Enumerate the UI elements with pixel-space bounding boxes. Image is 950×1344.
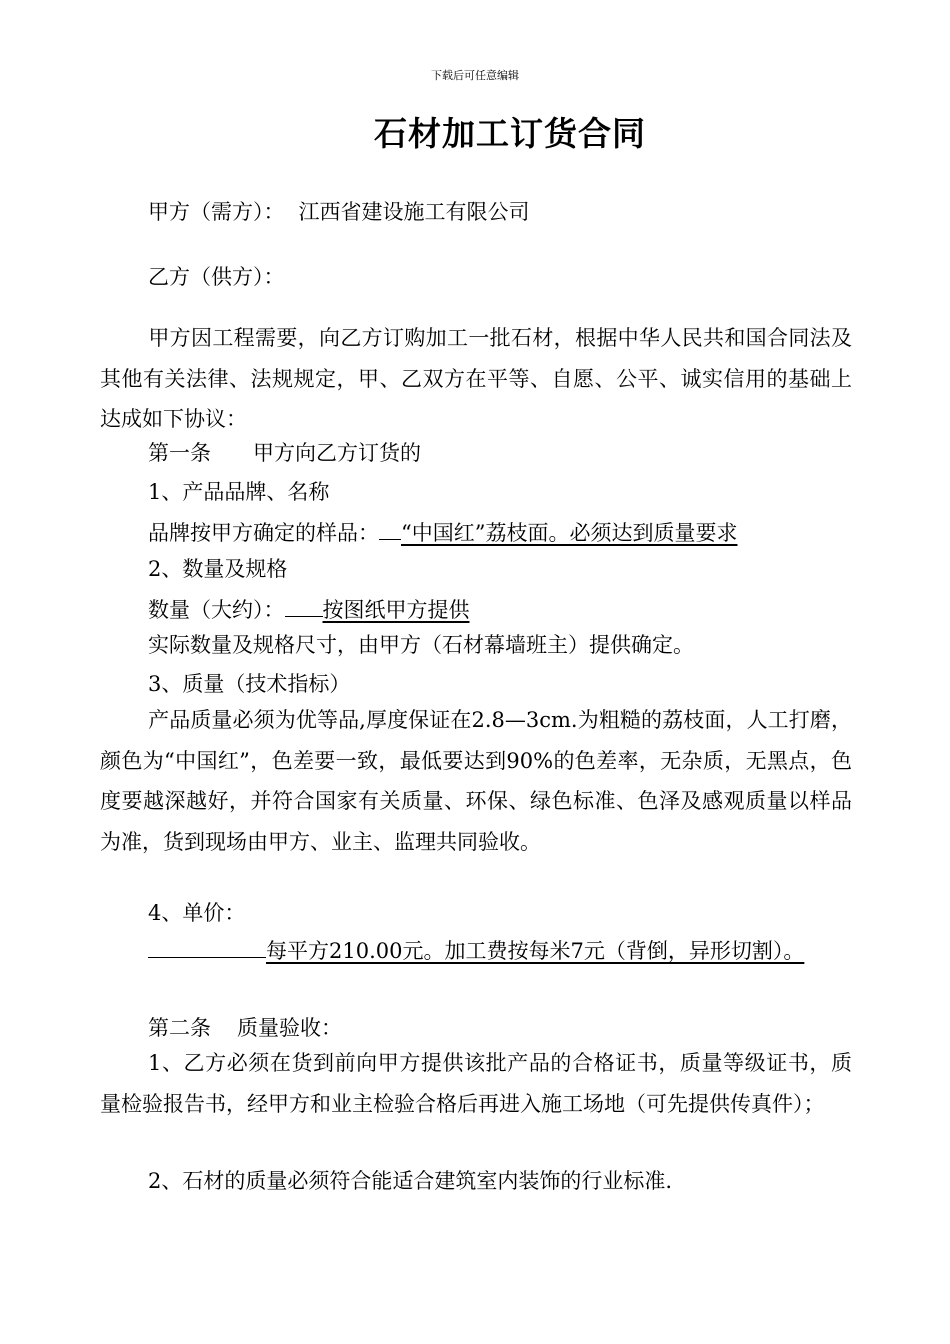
qty-line [148, 592, 470, 625]
brand-line [148, 515, 737, 548]
brand-blank [379, 515, 401, 540]
brand-value: “中国红”荔枝面。必须达到质量要求 [401, 521, 738, 545]
header-note: 下载后可任意编辑 [431, 69, 519, 82]
acceptance-2-text: 2、石材的质量必须符合能适合建筑室内装饰的行业标准. [148, 1169, 673, 1193]
acceptance-1-paragraph [100, 1043, 852, 1124]
party-a-name: 江西省建设施工有限公司 [298, 200, 530, 224]
item-4-title: 4、单价： [148, 901, 246, 925]
party-b-label: 乙方（供方）： [148, 265, 285, 289]
item-2-title: 2、数量及规格 [148, 557, 288, 581]
qty-blank [285, 592, 323, 617]
party-a-label: 甲方（需方）： [148, 200, 285, 224]
article-2-number: 第二条 [148, 1016, 211, 1040]
article-2-title: 质量验收： [237, 1016, 342, 1040]
article-1-title: 甲方向乙方订货的 [253, 441, 421, 465]
price-blank [148, 933, 266, 958]
brand-label: 品牌按甲方确定的样品： [148, 521, 379, 545]
price-paragraph [100, 931, 852, 972]
intro-paragraph [100, 318, 852, 440]
qty-note: 实际数量及规格尺寸，由甲方（石材幕墙班主）提供确定。 [148, 633, 694, 657]
article-1-number: 第一条 [148, 441, 211, 465]
qty-value: 按图纸甲方提供 [322, 598, 470, 622]
item-1-title: 1、产品品牌、名称 [148, 480, 330, 504]
party-a-line [148, 197, 530, 227]
party-b-line [148, 262, 285, 292]
article-2-heading [148, 1013, 342, 1043]
article-1-heading [148, 438, 421, 468]
acceptance-1-text: 1、乙方必须在货到前向甲方提供该批产品的合格证书，质量等级证书，质量检验报告书，经甲方和业主检验合格后再进入施工场地（可先提供传真件）； [100, 1051, 852, 1116]
quality-text: 产品质量必须为优等品,厚度保证在2.8—3cm.为粗糙的荔枝面，人工打磨，颜色为“中国红”，色差要一致，最低要达到90%的色差率，无杂质，无黑点，色度要越深越好，并符合国家有关质量、环保、绿色标准、色泽及感观质量以样品为准，货到现场由甲方、业主、监理共同验收。 [100, 708, 852, 854]
qty-label: 数量（大约）： [148, 598, 285, 622]
item-3-title: 3、质量（技术指标） [148, 672, 351, 696]
document-title: 石材加工订货合同 [374, 114, 646, 153]
price-text: 每平方210.00元。加工费按每米7元（背倒，异形切割）。 [266, 939, 805, 963]
intro-text: 甲方因工程需要，向乙方订购加工一批石材，根据中华人民共和国合同法及其他有关法律、法规规定，甲、乙双方在平等、自愿、公平、诚实信用的基础上达成如下协议： [100, 326, 852, 431]
quality-paragraph [100, 700, 852, 862]
